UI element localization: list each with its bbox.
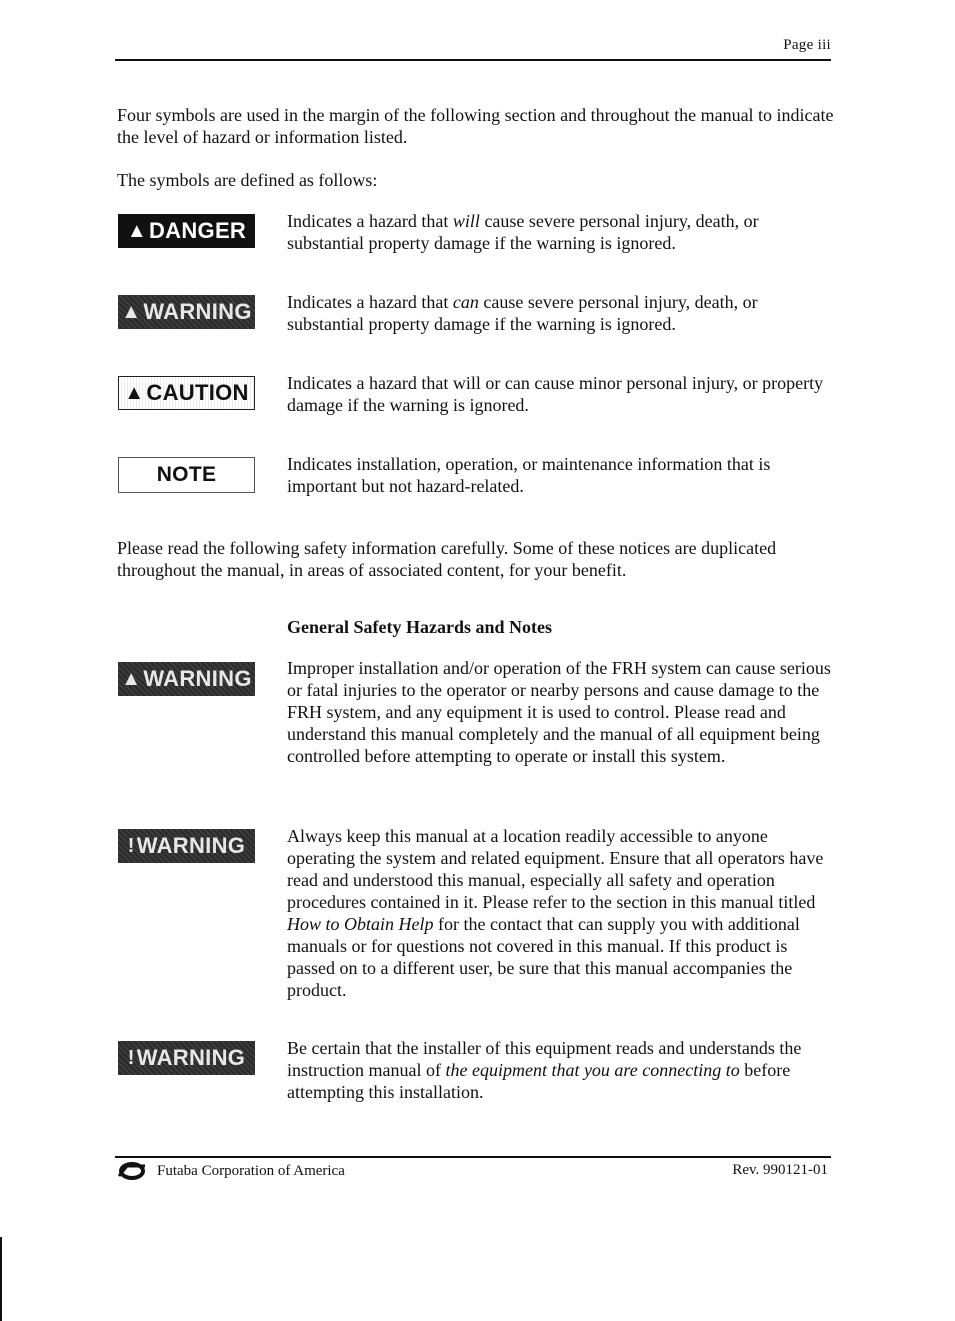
warning-exclamation-icon: ! (127, 1046, 135, 1069)
warning-label: ! WARNING (118, 1041, 255, 1075)
danger-description: Indicates a hazard that will cause severe personal injury, death, or substantial property damage if the warning is ignored. (287, 211, 759, 253)
warning-label: ! WARNING (118, 829, 255, 863)
note-description: Indicates installation, operation, or maintenance information that is important but not hazard-related. (287, 454, 771, 496)
warning-exclamation-icon: ! (127, 834, 135, 857)
company-name: Futaba Corporation of America (157, 1162, 345, 1179)
warning-text-installation: Improper installation and/or operation of the FRH system can cause serious or fatal injuries to the operator or nearby persons and cause damage to the FRH system, and any equipment it is used to control. Please read and understand this manual completely and the manual of all equipment being controlled before attempting to operate or install this system. (287, 658, 831, 766)
intro-paragraph: Four symbols are used in the margin of the following section and throughout the manual to indicate the level of hazard or information listed. (117, 105, 834, 147)
caution-description: Indicates a hazard that will or can cause minor personal injury, or property damage if the warning is ignored. (287, 373, 824, 415)
warning-triangle-icon: ▲ (126, 219, 147, 242)
danger-label: ▲ DANGER (118, 214, 255, 248)
scan-edge-mark (0, 1237, 2, 1321)
header-rule (115, 59, 831, 61)
symbols-defined-line: The symbols are defined as follows: (117, 170, 378, 190)
futaba-logo-icon (117, 1160, 147, 1182)
warning-label: ▲ WARNING (118, 295, 255, 329)
note-label: NOTE (118, 457, 255, 493)
footer-company (117, 1160, 345, 1182)
warning-triangle-icon: ▲ (121, 667, 142, 690)
revision-number: Rev. 990121-01 (732, 1162, 828, 1178)
warning-text-manual-access: Always keep this manual at a location readily accessible to anyone operating the system and related equipment. Ensure that all operators have read and understood this manual, especially all safety and operation procedures contained in it. Please refer to the section in this manual titled How to Obtain Help for the contact that can supply you with additional manuals or for questions not covered in this manual. If this product is passed on to a different user, be sure that this manual accompanies the product. (287, 826, 824, 1000)
section-heading: General Safety Hazards and Notes (287, 617, 552, 637)
warning-triangle-icon: ▲ (124, 381, 145, 404)
warning-text-installer: Be certain that the installer of this equipment reads and understands the instruction manual of the equipment that you are connecting to before attempting this installation. (287, 1038, 802, 1102)
caution-label: ▲ CAUTION (118, 376, 255, 410)
warning-label: ▲ WARNING (118, 662, 255, 696)
warning-triangle-icon: ▲ (121, 300, 142, 323)
page-number: Page iii (783, 37, 831, 53)
warning-description: Indicates a hazard that can cause severe personal injury, death, or substantial property damage if the warning is ignored. (287, 292, 758, 334)
footer-rule (115, 1156, 831, 1158)
safety-intro-paragraph: Please read the following safety information carefully. Some of these notices are duplicated throughout the manual, in areas of associated content, for your benefit. (117, 538, 777, 580)
